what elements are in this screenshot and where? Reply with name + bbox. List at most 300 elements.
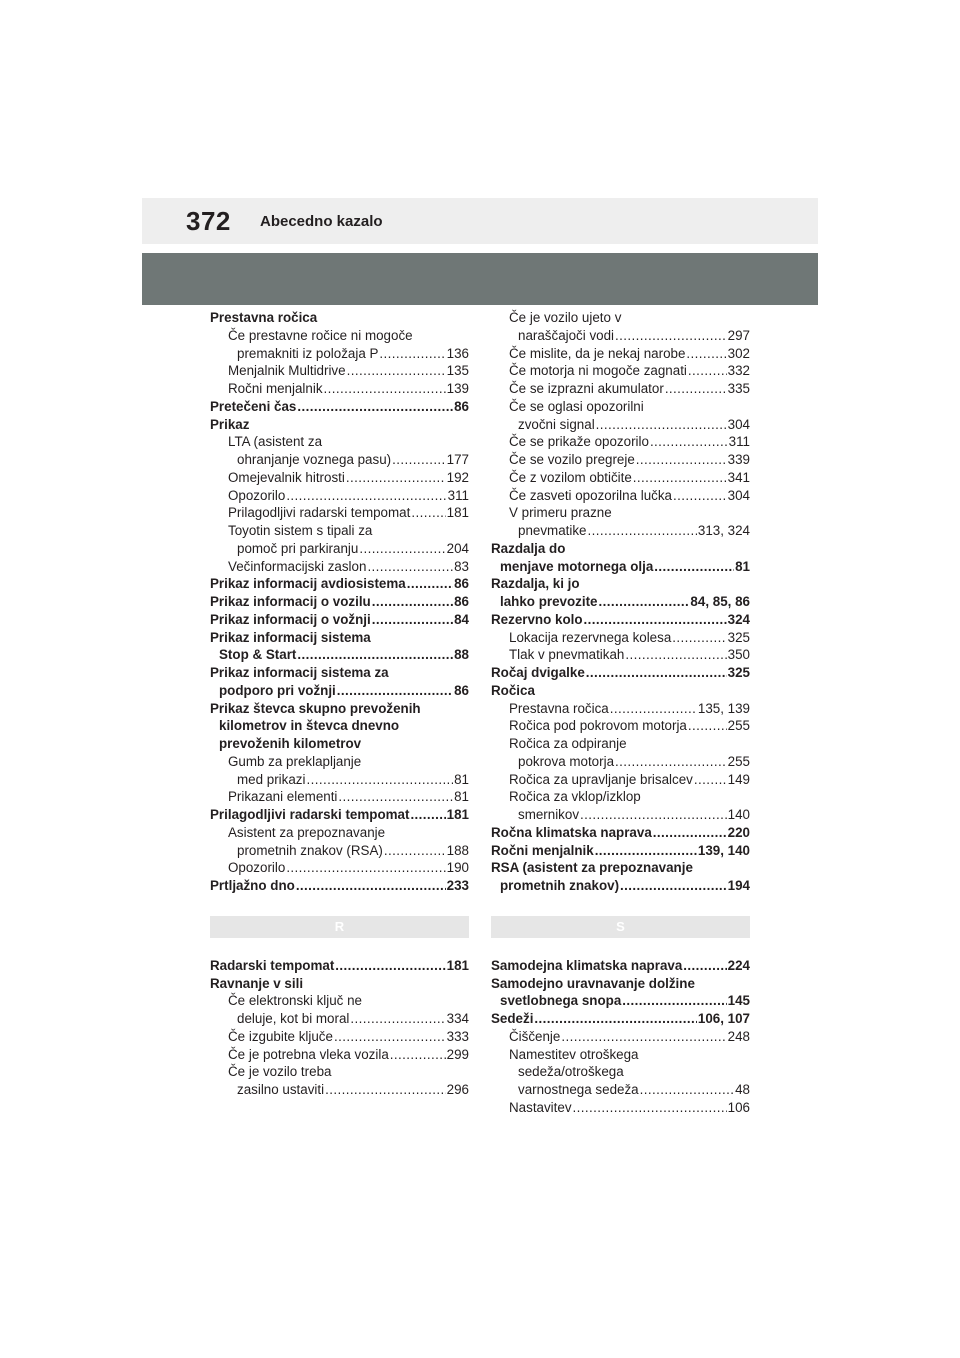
index-entry xyxy=(210,1063,469,1099)
entry-label: Nastavitev xyxy=(509,1099,572,1115)
page-ref: 192 xyxy=(446,469,469,485)
entry-line xyxy=(210,575,469,593)
section-heading-r: R xyxy=(210,916,469,938)
dot-leader xyxy=(334,1028,446,1046)
entry-line xyxy=(210,788,469,806)
dot-leader xyxy=(337,682,453,700)
entry-label: Razdalja do xyxy=(491,540,566,556)
index-entry xyxy=(210,992,469,1028)
dot-leader xyxy=(350,1010,445,1028)
page-ref: 255 xyxy=(727,718,750,734)
page-ref: 339 xyxy=(727,452,750,467)
index-entry xyxy=(491,345,750,363)
entry-label: Tlak v pnevmatikah xyxy=(509,647,625,663)
dot-leader xyxy=(324,380,446,398)
entry-line xyxy=(491,1063,750,1081)
entry-line xyxy=(210,1010,469,1028)
entry-label: pokrova motorja xyxy=(518,753,615,769)
dot-leader xyxy=(672,629,726,647)
entry-label: Ročica za upravljanje brisalcev xyxy=(509,771,693,787)
page-number: 372 xyxy=(186,206,231,236)
entry-label: Prikaz informacij avdiosistema xyxy=(210,576,406,592)
entry-label: pnevmatike xyxy=(518,523,587,538)
header-band xyxy=(142,253,818,305)
entry-line xyxy=(210,487,469,505)
entry-label: Ravnanje v sili xyxy=(210,975,304,991)
page-ref: 302 xyxy=(727,345,750,361)
dot-leader xyxy=(347,362,446,380)
page-ref: 335 xyxy=(727,381,750,396)
entry-label: Če se izprazni akumulator xyxy=(509,381,664,396)
index-entry xyxy=(210,575,469,593)
entry-line xyxy=(491,842,750,860)
dot-leader xyxy=(622,992,726,1010)
index-entry xyxy=(210,398,469,416)
index-entry xyxy=(210,1046,469,1064)
dot-leader xyxy=(580,806,727,824)
entry-label: Ročica pod pokrovom motorja xyxy=(509,718,687,734)
page-ref: 296 xyxy=(446,1082,469,1097)
index-entry xyxy=(210,522,469,558)
index-entry xyxy=(210,433,469,469)
page-ref: 139 xyxy=(446,381,469,396)
entry-label: Ročica za odpiranje xyxy=(509,736,627,751)
entry-label: Prikaz števca skupno prevoženih xyxy=(210,700,421,716)
dot-leader xyxy=(297,646,453,664)
entry-line xyxy=(210,327,469,345)
dot-leader xyxy=(653,824,727,842)
page-ref: 181 xyxy=(446,505,469,521)
entry-line xyxy=(210,362,469,380)
entry-line xyxy=(210,682,469,700)
entry-label: Namestitev otroškega xyxy=(509,1046,639,1062)
dot-leader xyxy=(335,957,445,975)
index-entry xyxy=(491,788,750,824)
dot-leader xyxy=(610,700,697,718)
entry-label: Ročaj dvigalke xyxy=(491,665,585,680)
page-ref: 139, 140 xyxy=(697,842,750,858)
entry-label: Če prestavne ročice ni mogoče xyxy=(228,327,413,343)
entry-line xyxy=(491,646,750,664)
page-ref: 255 xyxy=(727,753,750,769)
page-ref: 350 xyxy=(727,647,750,663)
entry-label: Čiščenje xyxy=(509,1028,561,1044)
entry-label: Prestavna ročica xyxy=(509,700,609,716)
entry-line xyxy=(210,451,469,469)
page-ref: 334 xyxy=(446,1011,469,1026)
index-entry xyxy=(210,753,469,789)
entry-label: podporo pri vožnji xyxy=(219,682,336,698)
page-ref: 140 xyxy=(727,807,750,822)
index-entry xyxy=(491,717,750,735)
entry-line xyxy=(491,558,750,576)
index-column-right xyxy=(491,309,750,1117)
index-entry xyxy=(491,735,750,771)
page-ref: 177 xyxy=(446,452,469,467)
entry-label: Samodejno uravnavanje dolžine xyxy=(491,975,695,991)
page-ref: 135, 139 xyxy=(697,700,750,716)
index-entry xyxy=(210,629,469,665)
index-entry xyxy=(210,664,469,700)
dot-leader xyxy=(688,362,727,380)
entry-label: RSA (asistent za prepoznavanje xyxy=(491,860,693,876)
entry-label: Prikazani elementi xyxy=(228,789,338,805)
index-entry xyxy=(210,788,469,806)
section-heading-s: S xyxy=(491,916,750,938)
page-ref: 224 xyxy=(727,957,750,973)
index-entry xyxy=(210,380,469,398)
entry-label: prometnih znakov (RSA) xyxy=(237,842,383,858)
index-entry xyxy=(491,1099,750,1117)
page-ref: 81 xyxy=(735,558,750,574)
entry-label: Ročni menjalnik xyxy=(228,381,323,396)
index-entry xyxy=(491,646,750,664)
index-entry xyxy=(491,611,750,629)
entry-line xyxy=(491,682,750,700)
entry-label: varnostnega sedeža xyxy=(518,1082,639,1097)
entry-line xyxy=(210,1046,469,1064)
page-ref: 106 xyxy=(727,1099,750,1115)
entry-label: svetlobnega snopa xyxy=(500,993,622,1009)
entry-label: prevoženih kilometrov xyxy=(219,736,362,751)
entry-line xyxy=(491,1010,750,1028)
entry-line xyxy=(210,1081,469,1099)
index-entry xyxy=(210,700,469,753)
page-ref: 81 xyxy=(454,789,469,805)
entry-label: Če se vozilo pregreje xyxy=(509,452,635,467)
entry-line xyxy=(210,700,469,718)
page-ref: 248 xyxy=(727,1028,750,1044)
entry-label: Če zasveti opozorilna lučka xyxy=(509,487,673,503)
index-entry xyxy=(491,540,750,576)
index-entry xyxy=(210,469,469,487)
entry-label: smernikov xyxy=(518,807,580,822)
index-entry xyxy=(491,487,750,505)
entry-line xyxy=(491,451,750,469)
dot-leader xyxy=(584,611,727,629)
entry-label: Če se prikaže opozorilo xyxy=(509,434,649,450)
entry-label: Če z vozilom obtičite xyxy=(509,469,632,485)
entry-line xyxy=(491,345,750,363)
page-ref: 190 xyxy=(446,860,469,876)
index-entry xyxy=(210,416,469,434)
entry-label: V primeru prazne xyxy=(509,505,612,521)
entry-line xyxy=(491,957,750,975)
entry-label: lahko prevozite xyxy=(500,594,598,609)
entry-line xyxy=(210,717,469,735)
page-ref: 332 xyxy=(727,363,750,379)
entry-line xyxy=(491,540,750,558)
index-entry xyxy=(491,975,750,1011)
entry-list-s xyxy=(491,957,750,1117)
entry-line xyxy=(210,593,469,611)
index-entry xyxy=(491,682,750,700)
dot-leader xyxy=(359,540,445,558)
dot-leader xyxy=(338,788,453,806)
dot-leader xyxy=(384,842,446,860)
entry-line xyxy=(491,806,750,824)
entry-line xyxy=(491,1046,750,1064)
entry-line xyxy=(491,327,750,345)
page-ref: 313, 324 xyxy=(697,523,750,538)
index-entry xyxy=(491,664,750,682)
index-entry xyxy=(491,700,750,718)
entry-line xyxy=(210,398,469,416)
entry-line xyxy=(210,309,469,327)
page-ref: 324 xyxy=(727,611,750,627)
entry-label: Ročica za vklop/izklop xyxy=(509,789,641,805)
index-entry xyxy=(210,975,469,993)
dot-leader xyxy=(372,593,453,611)
entry-label: Radarski tempomat xyxy=(210,957,335,973)
entry-label: Ročni menjalnik xyxy=(491,842,594,858)
index-entry xyxy=(210,957,469,975)
entry-label: zvočni signal xyxy=(518,416,595,432)
page-ref: 86 xyxy=(454,594,469,609)
dot-leader xyxy=(372,611,453,629)
entry-label: Če se oglasi opozorilni xyxy=(509,398,644,414)
dot-leader xyxy=(586,664,727,682)
index-entry xyxy=(491,1010,750,1028)
entry-line xyxy=(210,540,469,558)
page-ref: 297 xyxy=(727,327,750,343)
entry-label: Če motorja ni mogoče zagnati xyxy=(509,363,687,379)
entry-label: Prikaz xyxy=(210,416,250,432)
entry-label: prometnih znakov) xyxy=(500,878,620,893)
page-header xyxy=(142,198,818,244)
index-entry xyxy=(491,824,750,842)
page-ref: 84 xyxy=(454,611,469,627)
dot-leader xyxy=(654,558,734,576)
entry-line xyxy=(210,629,469,647)
entry-line xyxy=(210,957,469,975)
entry-line xyxy=(491,611,750,629)
index-entry xyxy=(491,1046,750,1099)
dot-leader xyxy=(633,469,727,487)
dot-leader xyxy=(296,877,446,895)
page-ref: 325 xyxy=(727,665,750,680)
entry-line xyxy=(210,646,469,664)
dot-leader xyxy=(598,593,689,611)
entry-label: kilometrov in števca dnevno xyxy=(219,718,400,734)
entry-label: Prilagodljivi radarski tempomat xyxy=(210,807,410,822)
dot-leader xyxy=(636,451,727,469)
page-ref: 149 xyxy=(727,771,750,787)
page-ref: 136 xyxy=(446,345,469,361)
entry-line xyxy=(491,717,750,735)
index-entry xyxy=(491,398,750,434)
entry-label: Prestavna ročica xyxy=(210,310,318,325)
dot-leader xyxy=(407,575,453,593)
entry-list-r xyxy=(210,957,469,1099)
dot-leader xyxy=(683,957,726,975)
page-ref: 233 xyxy=(446,878,469,893)
page-ref: 84, 85, 86 xyxy=(690,594,750,609)
index-entry xyxy=(210,824,469,860)
entry-line xyxy=(491,664,750,682)
entry-label: Stop & Start xyxy=(219,647,297,663)
index-entry xyxy=(210,806,469,824)
index-entry xyxy=(491,957,750,975)
entry-label: Opozorilo xyxy=(228,487,286,503)
entry-label: Prikaz informacij o vozilu xyxy=(210,594,371,609)
entry-list-left xyxy=(210,309,469,895)
page-ref: 220 xyxy=(727,824,750,840)
page-ref: 188 xyxy=(446,842,469,858)
entry-line xyxy=(210,469,469,487)
entry-label: Prikaz informacij sistema xyxy=(210,629,371,645)
dot-leader xyxy=(694,771,727,789)
entry-line xyxy=(491,859,750,877)
index-entry xyxy=(210,877,469,895)
entry-label: Samodejna klimatska naprava xyxy=(491,957,683,973)
entry-line xyxy=(210,1028,469,1046)
entry-line xyxy=(210,992,469,1010)
index-entry xyxy=(491,309,750,345)
index-entry xyxy=(210,611,469,629)
dot-leader xyxy=(297,398,453,416)
dot-leader xyxy=(587,522,696,540)
index-column-left xyxy=(210,309,469,1099)
entry-line xyxy=(491,1081,750,1099)
dot-leader xyxy=(379,345,445,363)
entry-line xyxy=(210,558,469,576)
entry-line xyxy=(210,611,469,629)
entry-label: zasilno ustaviti xyxy=(237,1082,325,1097)
index-entry xyxy=(491,771,750,789)
dot-leader xyxy=(534,1010,696,1028)
entry-line xyxy=(210,975,469,993)
entry-label: Prilagodljivi radarski tempomat xyxy=(228,505,411,521)
entry-label: Menjalnik Multidrive xyxy=(228,363,346,379)
entry-line xyxy=(491,575,750,593)
entry-label: Razdalja, ki jo xyxy=(491,576,580,592)
page-ref: 204 xyxy=(446,540,469,556)
entry-line xyxy=(210,522,469,540)
entry-line xyxy=(491,504,750,522)
dot-leader xyxy=(615,327,727,345)
page-ref: 83 xyxy=(454,558,469,574)
entry-label: Asistent za prepoznavanje xyxy=(228,824,386,840)
index-entry xyxy=(210,327,469,363)
entry-line xyxy=(491,416,750,434)
index-entry xyxy=(210,1028,469,1046)
entry-line xyxy=(491,362,750,380)
page-ref: 325 xyxy=(727,629,750,645)
index-entry xyxy=(491,451,750,469)
page-ref: 304 xyxy=(727,416,750,432)
entry-line xyxy=(491,629,750,647)
page-ref: 135 xyxy=(446,363,469,379)
entry-label: Prikaz informacij sistema za xyxy=(210,665,389,680)
index-entry xyxy=(210,558,469,576)
page-ref: 181 xyxy=(446,807,469,822)
page-ref: 86 xyxy=(454,398,469,414)
dot-leader xyxy=(615,753,727,771)
entry-line xyxy=(210,877,469,895)
entry-line xyxy=(491,771,750,789)
entry-label: Večinformacijski zaslon xyxy=(228,558,367,574)
page-ref: 333 xyxy=(446,1028,469,1044)
entry-label: naraščajoči vodi xyxy=(518,327,615,343)
entry-line xyxy=(210,753,469,771)
entry-label: Če elektronski ključ ne xyxy=(228,993,362,1009)
dot-leader xyxy=(620,877,727,895)
entry-label: Pretečeni čas xyxy=(210,398,297,414)
entry-line xyxy=(491,1099,750,1117)
entry-label: Sedeži xyxy=(491,1011,534,1026)
index-entry xyxy=(491,629,750,647)
index-entry xyxy=(491,504,750,540)
dot-leader xyxy=(640,1081,734,1099)
entry-label: pomoč pri parkiranju xyxy=(237,540,359,556)
index-entry xyxy=(491,362,750,380)
index-entry xyxy=(491,842,750,860)
index-entry xyxy=(210,504,469,522)
dot-leader xyxy=(596,416,727,434)
page-ref: 341 xyxy=(727,469,750,485)
entry-line xyxy=(491,753,750,771)
entry-label: Prtljažno dno xyxy=(210,878,295,893)
entry-line xyxy=(491,593,750,611)
index-entry xyxy=(210,309,469,327)
entry-line xyxy=(491,877,750,895)
page-ref: 194 xyxy=(727,878,750,893)
entry-line xyxy=(491,433,750,451)
entry-line xyxy=(491,735,750,753)
page-ref: 299 xyxy=(446,1046,469,1062)
entry-line xyxy=(491,309,750,327)
entry-label: Če je vozilo ujeto v xyxy=(509,310,622,325)
entry-label: Rezervno kolo xyxy=(491,611,583,627)
entry-line xyxy=(210,504,469,522)
entry-line xyxy=(491,1028,750,1046)
dot-leader xyxy=(346,469,446,487)
entry-line xyxy=(491,469,750,487)
dot-leader xyxy=(573,1099,727,1117)
entry-line xyxy=(491,700,750,718)
entry-label: deluje, kot bi moral xyxy=(237,1011,350,1026)
entry-line xyxy=(491,788,750,806)
entry-line xyxy=(210,824,469,842)
entry-line xyxy=(210,1063,469,1081)
entry-line xyxy=(491,380,750,398)
entry-line xyxy=(491,975,750,993)
entry-line xyxy=(491,824,750,842)
page-ref: 81 xyxy=(454,771,469,787)
page-ref: 304 xyxy=(727,487,750,503)
index-entry xyxy=(210,362,469,380)
dot-leader xyxy=(673,487,727,505)
entry-label: Lokacija rezervnega kolesa xyxy=(509,629,672,645)
dot-leader xyxy=(625,646,726,664)
page-ref: 106, 107 xyxy=(697,1011,750,1026)
dot-leader xyxy=(410,806,445,824)
entry-label: Ročica xyxy=(491,682,535,698)
index-entry xyxy=(491,469,750,487)
entry-label: Toyotin sistem s tipali za xyxy=(228,523,373,538)
dot-leader xyxy=(325,1081,446,1099)
dot-leader xyxy=(392,451,446,469)
page-ref: 145 xyxy=(727,993,750,1009)
entry-label: menjave motornega olja xyxy=(500,558,654,574)
entry-line xyxy=(491,398,750,416)
page-ref: 88 xyxy=(454,647,469,663)
dot-leader xyxy=(650,433,728,451)
entry-line xyxy=(210,416,469,434)
entry-label: Prikaz informacij o vožnji xyxy=(210,611,371,627)
entry-label: Ročna klimatska naprava xyxy=(491,824,652,840)
